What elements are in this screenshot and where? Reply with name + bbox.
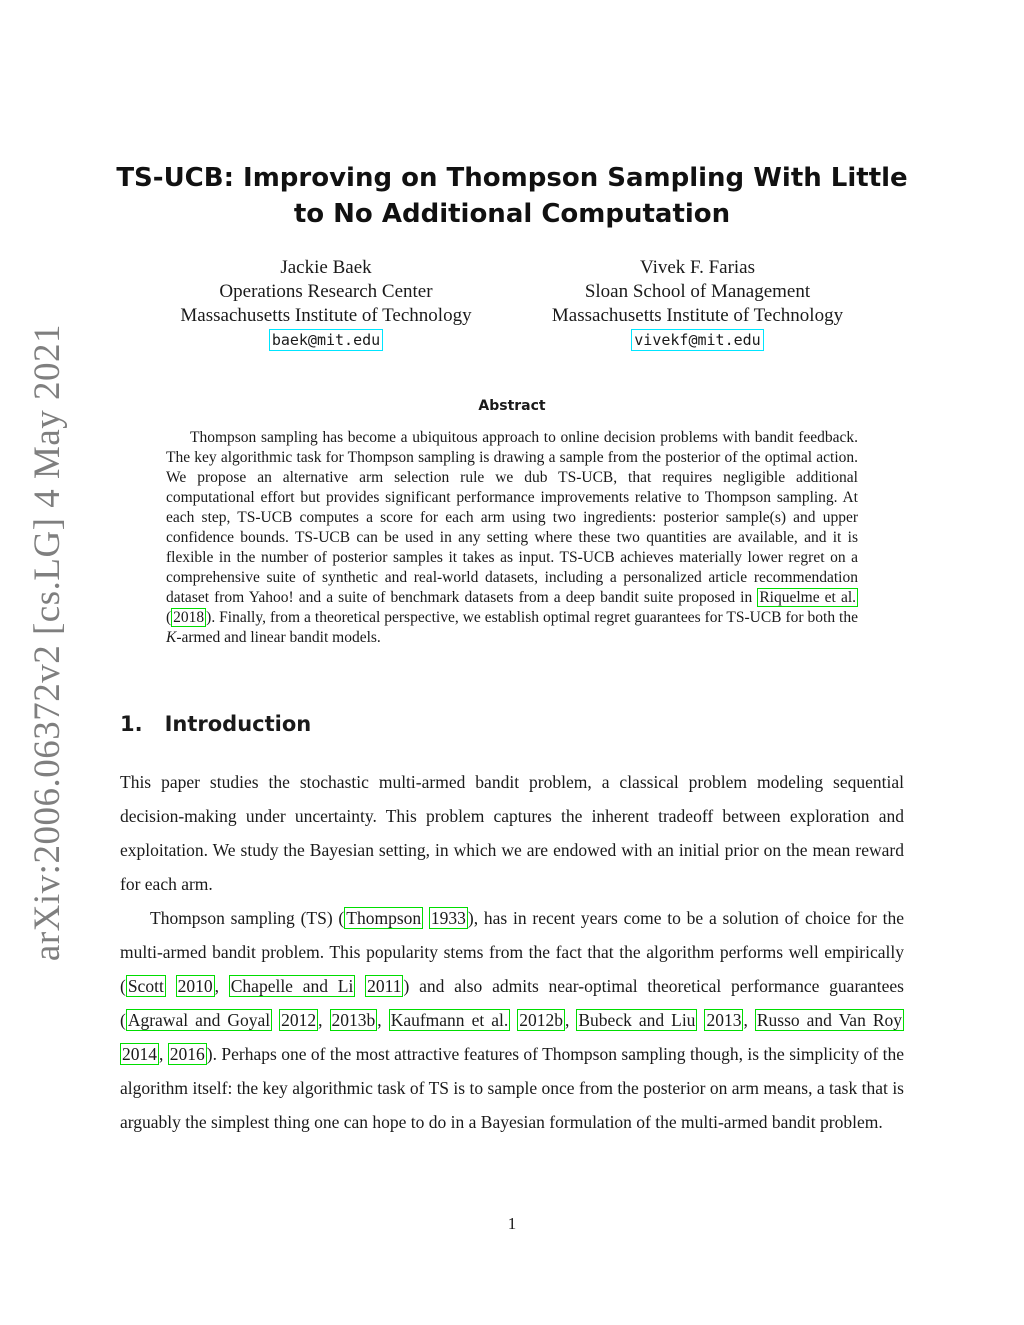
abstract-text: ( xyxy=(166,609,172,626)
citation-link[interactable]: Kaufmann et al. xyxy=(390,1010,509,1030)
citation-link[interactable]: Agrawal and Goyal xyxy=(127,1010,271,1030)
citation-link[interactable]: 2012b xyxy=(519,1010,563,1030)
intro-text: ). Perhaps one of the most attractive features of Thompson sampling though, is the simplicity of the algorithm itself: the key algorithmic task of TS is to sample once from the posterior on arm means, a task that is arguably the simplest thing one can hope to do in a Bayesian formulation of the multi-armed bandit problem. xyxy=(120,1044,905,1132)
author-name: Vivek F. Farias xyxy=(639,257,756,278)
intro-text: , xyxy=(318,1010,330,1030)
page-number: 1 xyxy=(507,1214,517,1233)
citation-link[interactable]: Chapelle and Li xyxy=(230,976,354,996)
section-title: Introduction xyxy=(164,712,312,736)
citation-link[interactable]: 1933 xyxy=(430,908,466,928)
intro-text: ), has in recent years come to be a solution of choice for the multi-armed bandit problem. This popularity stems from the fact that the algorithm performs well empirically ( xyxy=(120,908,905,996)
math-k: K xyxy=(166,629,177,646)
citation-link[interactable]: Scott xyxy=(127,976,164,996)
intro-text: ) and also admits near-optimal theoretical performance guarantees ( xyxy=(120,976,904,1030)
citation-link[interactable]: 2010 xyxy=(177,976,213,996)
author-department: Sloan School of Management xyxy=(584,281,811,302)
citation-link[interactable]: 2016 xyxy=(169,1044,205,1064)
citation-link[interactable]: Bubeck and Liu xyxy=(578,1010,696,1030)
abstract-text: Thompson sampling has become a ubiquitous approach to online decision problems with bandit feedback. The key algorithmic task for Thompson sampling is drawing a sample from the posterior of the optimal action. We propose an alternative arm selection rule we dub TS-UCB, that requires negligible additional computational effort but provides significant performance improvements relative to Thompson sampling. At each step, TS-UCB computes a score for each arm using two ingredients: posterior sample(s) and upper confidence bounds. TS-UCB can be used in any setting where these two quantities are available, and it is flexible in the number of posterior samples it takes as input. TS-UCB achieves materially lower regret on a comprehensive suite of synthetic and real-world datasets, including a personalized article recommendation dataset from Yahoo! and a suite of benchmark datasets from a deep bandit suite proposed in xyxy=(166,429,858,606)
author-block-1 xyxy=(150,256,502,352)
intro-text: , xyxy=(214,976,229,996)
author-block-2 xyxy=(525,256,870,352)
intro-text: , xyxy=(564,1010,577,1030)
paper-title: TS-UCB: Improving on Thompson Sampling With Little to No Additional Computation xyxy=(116,163,908,229)
section-number: 1. xyxy=(120,712,143,736)
abstract-body xyxy=(166,428,858,648)
author-department: Operations Research Center xyxy=(219,281,433,302)
citation-link[interactable]: 2013b xyxy=(331,1010,376,1030)
citation-link[interactable]: Riquelme et al. xyxy=(759,589,857,606)
citation-link[interactable]: 2014 xyxy=(122,1044,157,1064)
citation-link[interactable]: 2012 xyxy=(281,1010,317,1030)
arxiv-identifier xyxy=(18,323,78,962)
intro-text: , xyxy=(377,1010,389,1030)
author-institution: Massachusetts Institute of Technology xyxy=(180,305,472,326)
citation-link[interactable]: 2013 xyxy=(706,1010,742,1030)
abstract-heading: Abstract xyxy=(478,398,546,414)
author-institution: Massachusetts Institute of Technology xyxy=(551,305,844,326)
intro-text: Thompson sampling (TS) ( xyxy=(150,908,345,928)
author-email-link[interactable]: vivekf@mit.edu xyxy=(631,329,763,351)
author-email-link[interactable]: baek@mit.edu xyxy=(269,329,383,351)
intro-paragraph-2 xyxy=(120,901,904,1139)
intro-text: , xyxy=(743,1010,755,1030)
arxiv-identifier-text: arXiv:2006.06372v2 [cs.LG] 4 May 2021 xyxy=(27,323,69,962)
intro-text: , xyxy=(159,1044,168,1064)
citation-link[interactable]: 2011 xyxy=(367,976,402,996)
intro-paragraph-1: This paper studies the stochastic multi-armed bandit problem, a classical problem modeling sequential decision-making under uncertainty. This problem captures the inherent tradeoff between exploration and exploitation. We study the Bayesian setting, in which we are endowed with an initial prior on the mean reward for each arm. xyxy=(120,772,904,894)
abstract-text: -armed and linear bandit models. xyxy=(176,629,381,646)
citation-link[interactable]: 2018 xyxy=(173,609,205,626)
section-heading xyxy=(120,712,311,736)
author-name: Jackie Baek xyxy=(280,257,372,278)
citation-link[interactable]: Russo and Van Roy xyxy=(756,1010,903,1030)
abstract-text: ). Finally, from a theoretical perspective, we establish optimal regret guarantees for TS-UCB for both the xyxy=(206,609,858,626)
citation-link[interactable]: Thompson xyxy=(346,908,422,928)
